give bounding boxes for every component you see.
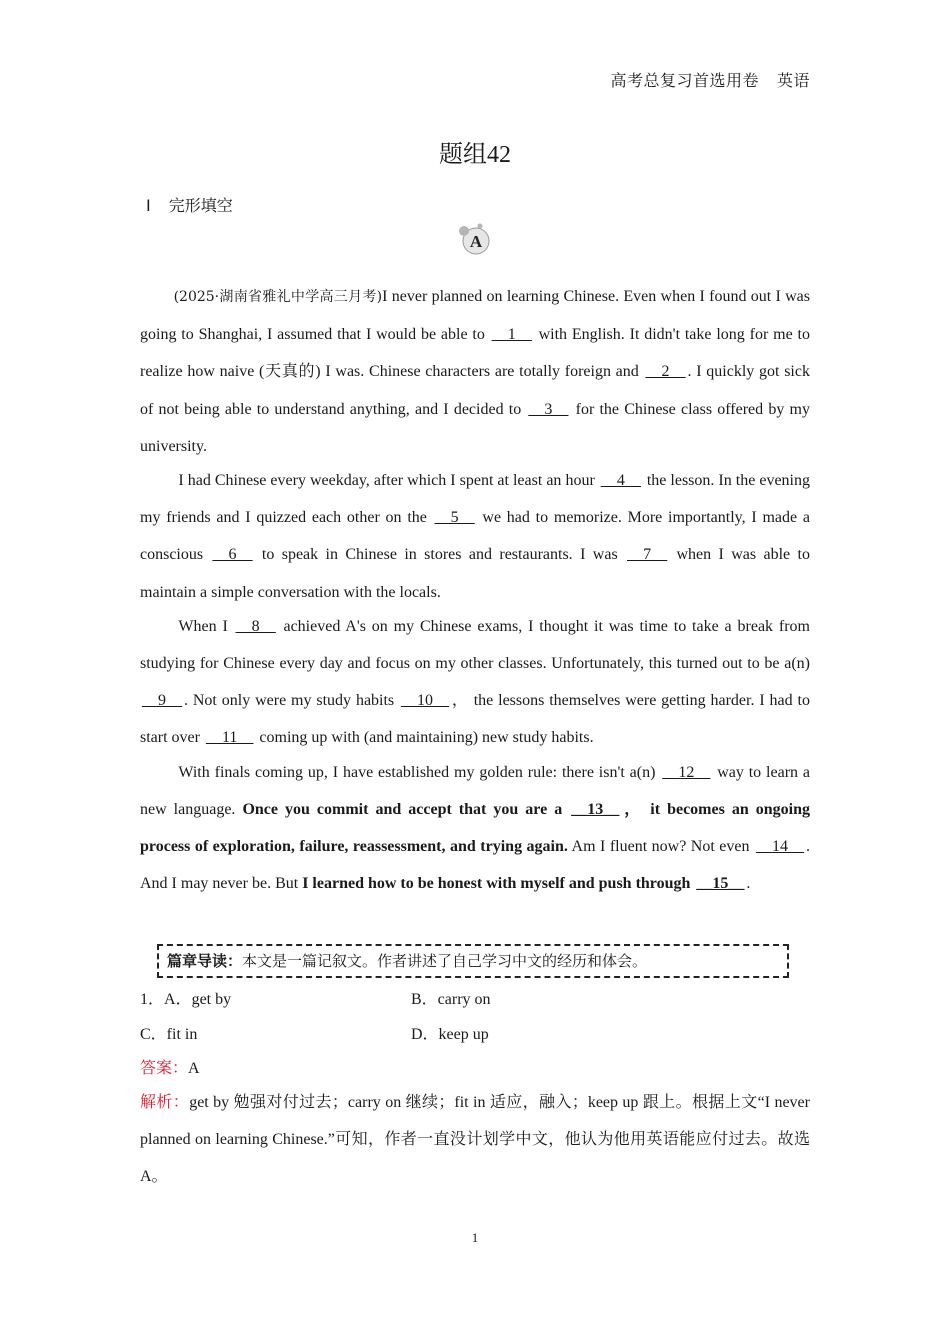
blank-3: __3__ <box>528 400 569 418</box>
page-header <box>610 68 810 91</box>
blank-7: __7__ <box>627 546 668 564</box>
page-title: 题组42 <box>439 142 511 168</box>
book-title: 高考总复习首选用卷 <box>610 73 759 90</box>
question-1-option-d: D．keep up <box>411 1026 489 1043</box>
reading-guide-box <box>157 944 789 978</box>
blank-15: __15__ <box>696 875 745 893</box>
blank-4: __4__ <box>600 472 641 490</box>
explanation-label: 解析： <box>140 1092 190 1111</box>
blank-5: __5__ <box>434 509 475 527</box>
paragraph-1: (2025·湖南省雅礼中学高三月考)I never planned on learning Chinese. Even when I found out I was going to Shanghai, I assumed that I would be able to __1__ with English. It didn't take long for me to realize how naive (天真的) I was. Chinese characters are totally foreign and __2__ . I quickly got sick of not being able to understand anything, and I decided to __3__ for the Chinese class offered by my university. <box>140 288 811 455</box>
question-1-option-b: B．carry on <box>411 991 491 1008</box>
question-1-option-c: C．fit in <box>140 1026 198 1043</box>
section-number: Ⅰ <box>146 198 151 215</box>
blank-13: __13__ <box>571 800 620 818</box>
explanation <box>140 1083 810 1196</box>
blank-2: __2__ <box>645 363 686 381</box>
blank-6: __6__ <box>212 546 253 564</box>
section-label: 完形填空 <box>168 196 233 215</box>
passage-source: (2025·湖南省雅礼中学高三月考) <box>173 289 383 305</box>
blank-1: __1__ <box>491 326 532 344</box>
paragraph-3: When I __8__ achieved A's on my Chinese exams, I thought it was time to take a break from studying for Chinese every day and focus on my other classes. Unfortunately, this turned out to be a(n) __9__ . Not only were my study habits __10__ ， the lessons themselves were getting harder. I had to start over __11__ coming up with (and maintaining) new study habits. <box>140 617 810 747</box>
blank-9: __9__ <box>142 692 182 710</box>
blank-14: __14__ <box>756 838 805 856</box>
section-heading <box>146 193 233 216</box>
question-number: 1． <box>140 991 165 1008</box>
subject: 英语 <box>776 73 810 90</box>
explanation-text: get by 勉强对付过去；carry on 继续；fit in 适应，融入；keep up 跟上。根据上文“I never planned on learning Chinese.”可知，作者一直没计划学中文，他认为他用英语能应付过去。故选 A。 <box>140 1094 810 1186</box>
question-1-option-a: 1．A．get by <box>140 991 232 1008</box>
badge-letter: A <box>469 232 483 251</box>
answer-value: A <box>188 1060 200 1077</box>
passage-badge-icon <box>457 222 493 258</box>
paragraph-2: I had Chinese every weekday, after which I spent at least an hour __4__ the lesson. In the evening my friends and I quizzed each other on the __5__ we had to memorize. More importantly, I made a conscious __6__ to speak in Chinese in stores and restaurants. I was __7__ when I was able to maintain a simple conversation with the locals. <box>140 472 810 601</box>
answer <box>140 1055 200 1078</box>
answer-label: 答案： <box>140 1058 189 1077</box>
guide-text: 本文是一篇记叙文。作者讲述了自己学习中文的经历和体会。 <box>242 952 648 970</box>
blank-12: __12__ <box>662 763 711 781</box>
paragraph-4: With finals coming up, I have established my golden rule: there isn't a(n) __12__ way to learn a new language. Once you commit and accept that you are a __13__ ， it becomes an ongoing process of exploration, failure, reassessment, and trying again. Am I fluent now? Not even __14__ . And I may never be. But I learned how to be honest with myself and push through __15__ . <box>140 763 811 893</box>
blank-11: __11__ <box>205 729 254 747</box>
guide-label: 篇章导读： <box>167 952 243 970</box>
passage <box>140 278 810 899</box>
page-number: 1 <box>471 1230 479 1245</box>
blank-8: __8__ <box>235 617 276 635</box>
blank-10: __10__ <box>401 692 450 710</box>
